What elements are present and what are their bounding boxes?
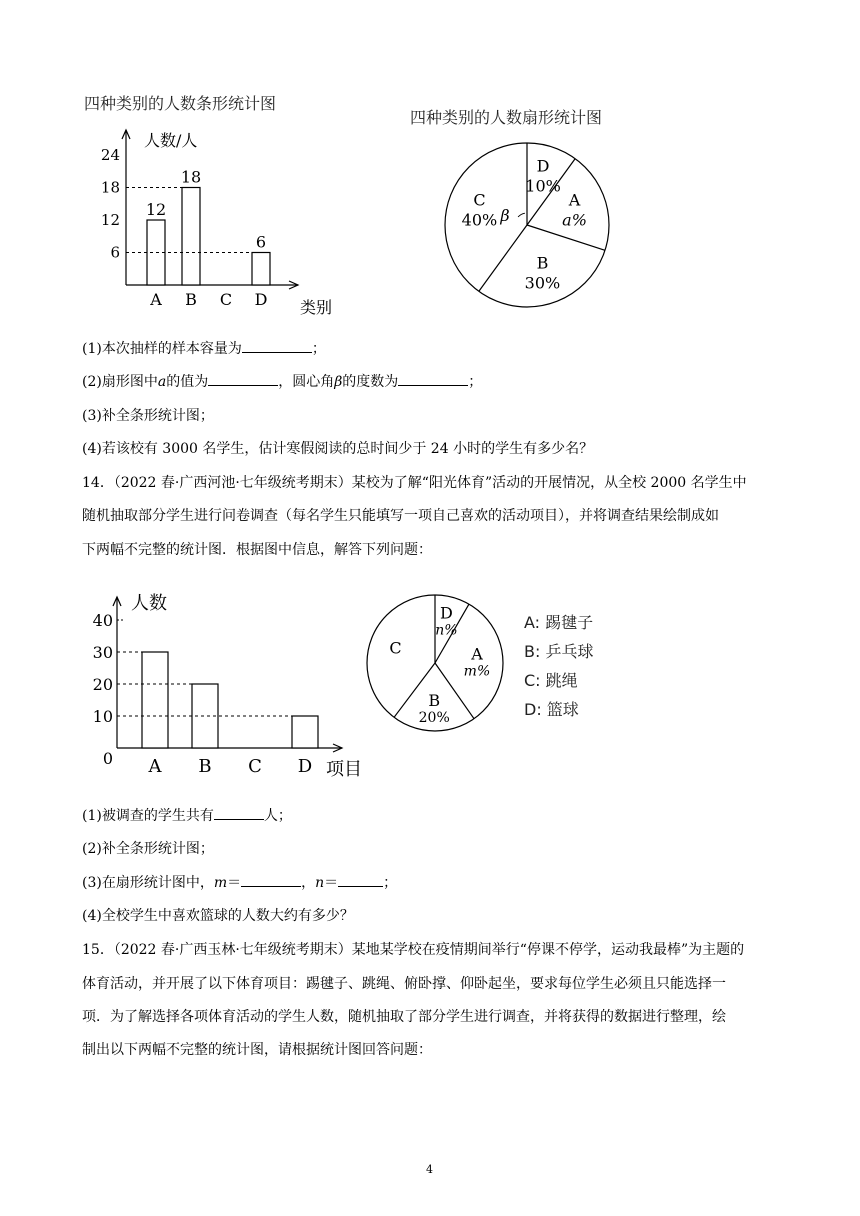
y-tick-label: 0 [102, 749, 113, 768]
q14-comma: ， [301, 875, 316, 891]
q14-answer-blank-1[interactable] [214, 807, 264, 820]
q14-text-line-1: 14．（2022 春·广西河池·七年级统考期末）某校为了解“阳光体育”活动的开展情况，从全校 2000 名学生中 [82, 475, 747, 491]
pie-label-D: D [536, 156, 550, 176]
bar-value-label-D: 6 [255, 232, 267, 252]
bar-chart-1 [90, 120, 350, 320]
y-tick-label: 30 [92, 643, 113, 662]
y-tick-label: 20 [92, 675, 113, 694]
pie-percent-D: n% [435, 622, 458, 639]
q13-answer-blank-2[interactable] [208, 373, 278, 386]
legend-item-c: C: 跳绳 [524, 671, 578, 690]
q14-part1-end: 人； [263, 808, 292, 824]
q13-part2-text-b: 的值为 [166, 374, 209, 390]
q13-var-beta: β [334, 374, 343, 390]
y-axis-label: 人数/人 [144, 131, 198, 150]
q13-part2 [82, 373, 482, 391]
y-tick-label: 6 [110, 243, 120, 262]
q15-text-line-4: 制出以下两幅不完整的统计图，请根据统计图回答问题： [82, 1042, 432, 1058]
bar-B [182, 188, 200, 286]
y-tick-label: 12 [100, 211, 120, 229]
x-tick-label-D: D [254, 290, 268, 309]
pie-percent-D: 10% [525, 176, 561, 196]
q14-text-line-2: 随机抽取部分学生进行问卷调查（每名学生只能填写一项自己喜欢的活动项目），并将调查结果绘制成如 [82, 508, 719, 524]
bar-value-label-B: 18 [180, 167, 202, 187]
pie-label-B: B [536, 253, 549, 273]
x-tick-label-C: C [219, 290, 233, 309]
x-tick-label-A: A [148, 756, 162, 777]
x-tick-label-D: D [297, 756, 313, 777]
q13-answer-blank-1[interactable] [242, 340, 312, 353]
bar-chart-1-title: 四种类别的人数条形统计图 [84, 94, 277, 113]
x-axis-label: 项目 [326, 759, 362, 780]
q14-part3-text: (3)在扇形统计图中， [82, 875, 214, 891]
pie-percent-A: a% [562, 210, 587, 230]
q14-part3 [82, 874, 397, 892]
q14-part4: (4)全校学生中喜欢篮球的人数大约有多少？ [82, 908, 354, 924]
pie-percent-A: m% [463, 663, 491, 680]
q13-var-a: a [157, 374, 167, 390]
pie-label-C: C [473, 190, 486, 210]
pie-label-D: D [439, 603, 453, 623]
x-axis-label: 类别 [300, 298, 333, 317]
q13-part2-text-d: 的度数为 [342, 374, 399, 390]
pie-percent-B: 20% [418, 709, 450, 726]
q14-var-m: m [213, 875, 228, 891]
q13-part2-text: (2)扇形图中 [82, 374, 158, 390]
legend-item-a: A: 踢毽子 [524, 613, 594, 632]
q14-answer-blank-n[interactable] [338, 874, 383, 887]
x-tick-label-B: B [198, 756, 212, 777]
q14-var-n: n [315, 875, 325, 891]
pie-percent-B: 30% [524, 273, 561, 293]
q14-equals-1: ＝ [227, 875, 242, 891]
y-tick-label: 10 [92, 707, 113, 726]
q13-part1 [82, 340, 326, 358]
bar-D [292, 716, 318, 748]
q14-answer-blank-m[interactable] [241, 874, 301, 887]
y-axis-label: 人数 [131, 593, 167, 614]
q14-text-line-3: 下两幅不完整的统计图．根据图中信息，解答下列问题： [82, 542, 432, 558]
bar-chart-2 [80, 585, 370, 785]
page-number: 4 [426, 1163, 433, 1176]
pie-label-A: A [568, 190, 581, 210]
q13-part2-text-c: ，圆心角 [278, 374, 335, 390]
pie-chart-1 [430, 135, 630, 325]
q13-part1-text: (1)本次抽样的样本容量为 [82, 341, 242, 357]
pie-chart-1-title: 四种类别的人数扇形统计图 [410, 108, 603, 127]
q13-part3: (3)补全条形统计图； [82, 408, 214, 424]
pie-label-A: A [471, 644, 483, 664]
q15-text-line-3: 项．为了解选择各项体育活动的学生人数，随机抽取了部分学生进行调查，并将获得的数据进行整理，绘 [82, 1009, 726, 1025]
pie-chart-2-legend [524, 608, 593, 724]
y-tick-label: 24 [100, 146, 120, 164]
q14-part3-end: ； [383, 875, 398, 891]
q13-part2-end: ； [468, 374, 483, 390]
q14-part1-text: (1)被调查的学生共有 [82, 808, 214, 824]
pie-label-C: C [389, 638, 402, 658]
pie-label-B: B [428, 690, 441, 710]
pie-percent-C: 40% [461, 210, 498, 230]
q13-answer-blank-3[interactable] [398, 373, 468, 386]
bar-value-label-A: 12 [145, 200, 167, 219]
q14-part2: (2)补全条形统计图； [82, 841, 214, 857]
y-tick-label: 40 [92, 611, 113, 630]
y-tick-label: 18 [100, 178, 120, 197]
legend-item-b: B: 乒乓球 [524, 642, 594, 661]
q13-part4: (4)若该校有 3000 名学生，估计寒假阅读的总时间少于 24 小时的学生有多少名？ [82, 441, 594, 457]
q14-part1 [82, 807, 292, 825]
bar-D [252, 253, 270, 286]
angle-beta-label: β [500, 206, 510, 225]
q14-equals-2: ＝ [324, 875, 339, 891]
legend-item-d: D: 篮球 [524, 700, 579, 719]
pie-chart-2 [362, 590, 512, 740]
bar-A [142, 652, 168, 748]
x-tick-label-B: B [185, 290, 197, 309]
q15-text-line-2: 体育活动，并开展了以下体育项目：踢毽子、跳绳、俯卧撑、仰卧起坐，要求每位学生必须且只能选择一 [82, 976, 726, 992]
x-tick-label-A: A [150, 290, 162, 309]
q13-part1-end: ； [311, 341, 326, 357]
q15-text-line-1: 15．（2022 春·广西玉林·七年级统考期末）某地某学校在疫情期间举行“停课不停学，运动我最棒”为主题的 [82, 942, 745, 958]
x-tick-label-C: C [248, 756, 262, 777]
